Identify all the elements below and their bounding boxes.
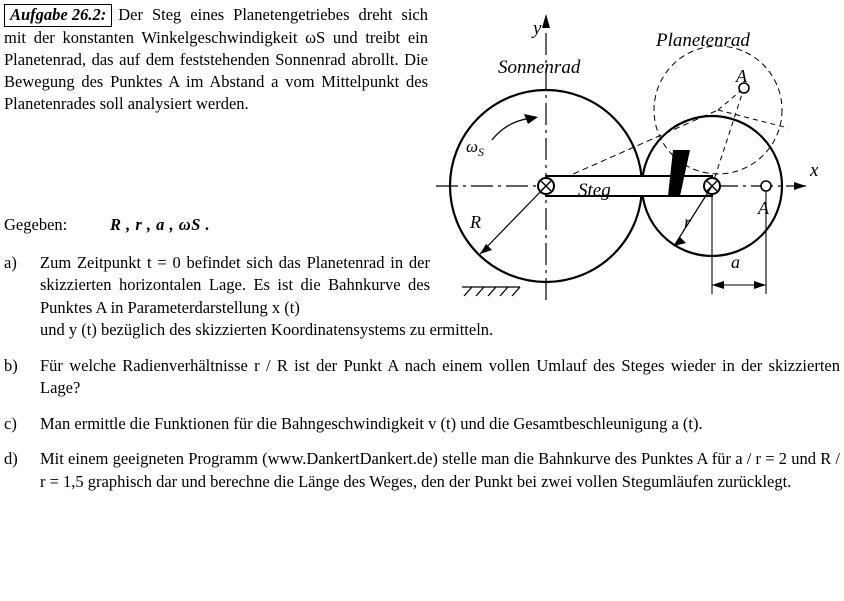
task-item-c [4,413,840,435]
label-omega: $\omega_S$ [466,137,485,159]
task-item-d-body: Mit einem geeigneten Programm (www.DankertDankert.de) stelle man die Bahnkurve des Punktes A für a / r = 2 und R / r = 1,5 graphisch dar und berechne die Länge des Weges, den der Punkt bei zwei vollen Stegumläufen zurücklegt. [40,449,840,491]
intro-text: Der Steg eines Planetengetriebes dreht sich mit der konstanten Winkelgeschwindigkeit ωS und treibt ein Planetenrad, das auf dem feststehenden Sonnenrad abrollt. Die Bewegung des Punktes A im Abstand a vom Mittelpunkt des Planetenrades soll analysiert werden. [4,5,428,113]
given-symbols: R , r , a , ωS . [110,215,211,234]
label-R: R [470,212,481,232]
task-item-b-body: Für welche Radienverhältnisse r / R ist der Punkt A nach einem vollen Umlauf des Steges wieder in der skizzierten Lage? [40,355,840,398]
label-axis-x: x [810,160,819,181]
label-r: r [684,212,692,232]
task-item-c-label: c) [4,413,17,433]
omega-arrow [492,114,538,140]
label-axis-y: y [533,18,542,39]
task-item-d-label: d) [4,449,18,469]
radius-R-line [480,186,546,254]
task-item-a-body: Zum Zeitpunkt t = 0 befindet sich das Planetenrad in der skizzierten horizontalen Lage. Es ist die Bahnkurve des Punktes A in Parameterdarstellung x (t) [40,253,430,317]
task-item-a-label: a) [4,253,17,272]
ground-hatching [462,287,520,296]
task-number-badge: Aufgabe 26.2: [4,4,112,27]
point-a-right-marker [761,181,771,191]
task-item-d [4,448,840,493]
given-label: Gegeben: [4,215,68,234]
label-steg: Steg [578,180,611,201]
task-item-a-body-cont: und y (t) bezüglich des skizzierten Koordinatensystems zu ermitteln. [40,320,494,340]
construction-lines [546,88,788,186]
mechanism-figure [428,0,844,310]
carrier-bar [546,176,712,196]
label-A-top: A [736,66,747,86]
task-item-c-body: Man ermittle die Funktionen für die Bahngeschwindigkeit v (t) und die Gesamtbeschleunigung a (t). [40,413,703,433]
task-item-b [4,355,840,400]
intro-paragraph [4,4,428,115]
label-a: a [731,252,740,272]
label-planetenrad: Planetenrad [656,30,750,51]
task-item-b-label: b) [4,355,18,375]
given-line [4,215,428,235]
label-sonnenrad: Sonnenrad [498,57,581,78]
label-A-right: A [758,198,769,218]
